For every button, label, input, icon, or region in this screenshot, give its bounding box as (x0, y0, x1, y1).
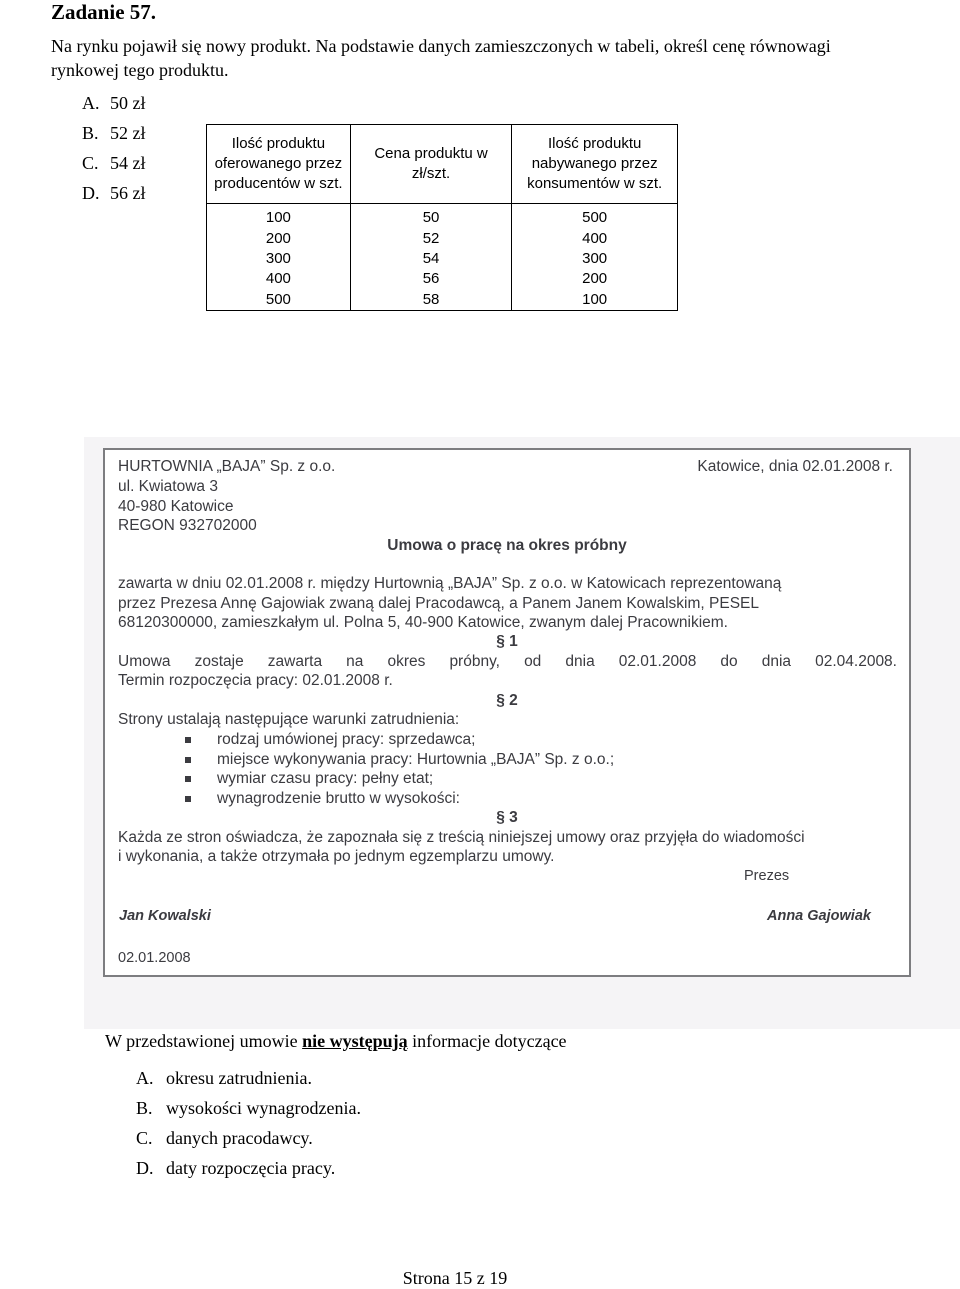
section-3-line: i wykonania, a także otrzymała po jednym egzemplarzu umowy. (118, 848, 555, 865)
answer-c (136, 1128, 313, 1149)
condition-item (185, 790, 460, 808)
employer-signature: Anna Gajowiak (767, 908, 871, 924)
section-2-intro: Strony ustalają następujące warunki zatrudnienia: (118, 711, 460, 728)
section-3-heading: § 3 (496, 809, 518, 826)
condition-text: rodzaj umówionej pracy: sprzedawca; (217, 731, 476, 748)
company-name: HURTOWNIA „BAJA” Sp. z o.o. (118, 458, 336, 475)
bullet-icon (185, 757, 191, 763)
task-title: Zadanie 57. (51, 0, 157, 24)
section-2-heading: § 2 (496, 692, 518, 709)
table-row (207, 249, 678, 269)
option-letter: A. (82, 93, 100, 113)
answer-text: okresu zatrudnienia. (166, 1068, 312, 1088)
company-street: ul. Kwiatowa 3 (118, 478, 218, 495)
condition-text: wynagrodzenie brutto w wysokości: (217, 790, 460, 807)
table-row (207, 269, 678, 289)
answer-letter: A. (136, 1068, 154, 1088)
section-1-line: Umowa zostaje zawarta na okres próbny, od dnia 02.01.2008 do dnia 02.04.2008. (118, 653, 897, 670)
place-date: Katowice, dnia 02.01.2008 r. (697, 458, 893, 475)
company-regon: REGON 932702000 (118, 517, 257, 534)
price-cell: 54 (350, 249, 512, 269)
question-emphasis: nie występują (302, 1031, 408, 1051)
price-cell: 58 (350, 290, 512, 311)
section-1-line: Termin rozpoczęcia pracy: 02.01.2008 r. (118, 672, 393, 689)
answer-letter: C. (136, 1128, 153, 1148)
price-cell: 56 (350, 269, 512, 289)
question-before: W przedstawionej umowie (105, 1031, 303, 1051)
table-row (207, 228, 678, 248)
question-text (105, 1031, 567, 1052)
sign-date: 02.01.2008 (118, 950, 191, 966)
demand-cell: 500 (512, 204, 678, 229)
supply-cell: 200 (207, 228, 351, 248)
option-text: 52 zł (110, 123, 146, 143)
supply-cell: 500 (207, 290, 351, 311)
option-text: 56 zł (110, 183, 146, 203)
bullet-icon (185, 737, 191, 743)
option-b (82, 118, 146, 148)
demand-cell: 400 (512, 228, 678, 248)
bullet-icon (185, 796, 191, 802)
option-d (82, 178, 146, 208)
supply-cell: 300 (207, 249, 351, 269)
condition-item (185, 731, 475, 749)
answer-d (136, 1158, 335, 1179)
header-supply: Ilość produktu oferowanego przez producentów w szt. (207, 125, 351, 204)
section-1-heading: § 1 (496, 633, 518, 650)
answer-text: danych pracodawcy. (166, 1128, 313, 1148)
price-cell: 50 (350, 204, 512, 229)
table-row (207, 204, 678, 229)
condition-text: miejsce wykonywania pracy: Hurtownia „BAJA” Sp. z o.o.; (217, 751, 615, 768)
supply-cell: 100 (207, 204, 351, 229)
question-after: informacje dotyczące (407, 1031, 567, 1051)
answer-text: daty rozpoczęcia pracy. (166, 1158, 336, 1178)
table-row (207, 290, 678, 311)
option-a (82, 88, 146, 118)
section-3-line: Każda ze stron oświadcza, że zapoznała się z treścią niniejszej umowy oraz przyjęła do wiadomości (118, 829, 805, 846)
contract-title: Umowa o pracę na okres próbny (387, 537, 627, 554)
answer-letter: B. (136, 1098, 153, 1118)
contract-document (103, 448, 911, 977)
contract-intro-line: przez Prezesa Annę Gajowiak zwaną dalej Pracodawcą, a Panem Janem Kowalskim, PESEL (118, 595, 759, 612)
demand-cell: 300 (512, 249, 678, 269)
answer-a (136, 1068, 312, 1089)
condition-item (185, 770, 433, 788)
option-letter: C. (82, 153, 99, 173)
supply-cell: 400 (207, 269, 351, 289)
company-city: 40-980 Katowice (118, 498, 234, 515)
header-price: Cena produktu w zł/szt. (350, 125, 512, 204)
bullet-icon (185, 776, 191, 782)
price-cell: 52 (350, 228, 512, 248)
market-table (206, 124, 678, 311)
option-letter: D. (82, 183, 100, 203)
condition-text: wymiar czasu pracy: pełny etat; (217, 770, 434, 787)
answer-letter: D. (136, 1158, 154, 1178)
option-text: 54 zł (110, 153, 146, 173)
page-number: Strona 15 z 19 (402, 1268, 508, 1288)
answer-b (136, 1098, 361, 1119)
option-letter: B. (82, 123, 99, 143)
contract-intro-line: 68120300000, zamieszkałym ul. Polna 5, 40-900 Katowice, zwanym dalej Pracownikiem. (118, 614, 728, 631)
contract-intro-line: zawarta w dniu 02.01.2008 r. między Hurtownią „BAJA” Sp. z o.o. w Katowicach reprezentowaną (118, 575, 782, 592)
condition-item (185, 751, 614, 769)
option-text: 50 zł (110, 93, 146, 113)
answer-text: wysokości wynagrodzenia. (166, 1098, 361, 1118)
option-c (82, 148, 146, 178)
role-label: Prezes (744, 868, 790, 884)
task-text: Na rynku pojawił się nowy produkt. Na podstawie danych zamieszczonych w tabeli, określ cenę równowagi rynkowej tego produktu. (51, 36, 831, 80)
demand-cell: 200 (512, 269, 678, 289)
header-demand: Ilość produktu nabywanego przez konsumentów w szt. (512, 125, 678, 204)
demand-cell: 100 (512, 290, 678, 311)
employee-signature: Jan Kowalski (119, 908, 211, 924)
table-header-row (207, 125, 678, 204)
